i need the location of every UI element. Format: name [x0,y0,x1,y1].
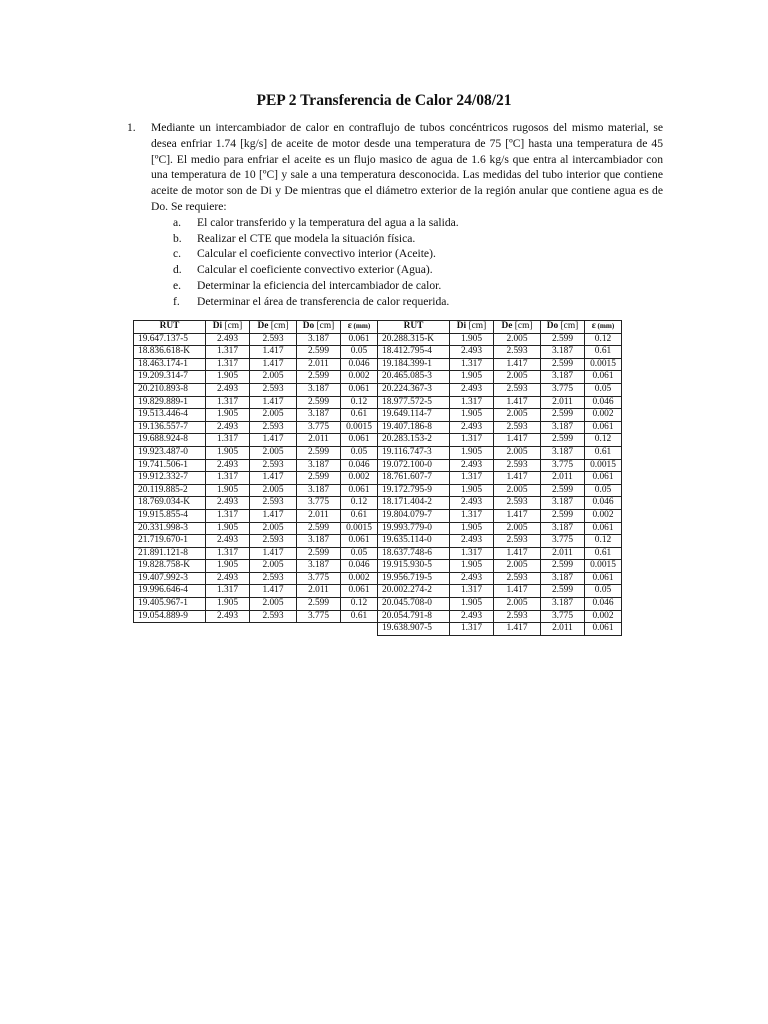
cell-do: 3.775 [297,421,341,434]
table-row [134,535,622,548]
cell-roughness: 0.061 [585,371,622,384]
cell-de: 2.005 [494,409,541,422]
cell-do: 3.187 [541,497,585,510]
cell-rut: 19.136.557-7 [134,421,206,434]
cell-roughness: 0.061 [341,383,378,396]
table-row [134,333,622,346]
empty-cell [206,623,250,636]
cell-do: 3.187 [297,560,341,573]
cell-rut: 20.288.315-K [378,333,450,346]
cell-roughness: 0.0015 [341,421,378,434]
cell-de: 1.417 [494,623,541,636]
cell-di: 2.493 [206,497,250,510]
empty-cell [297,623,341,636]
cell-de: 2.593 [250,421,297,434]
cell-di: 1.317 [206,396,250,409]
page-title: PEP 2 Transferencia de Calor 24/08/21 [256,92,512,109]
cell-di: 1.905 [450,409,494,422]
cell-de: 2.005 [494,484,541,497]
requirement-item [127,294,663,310]
cell-do: 3.187 [541,598,585,611]
requirement-item [127,215,663,231]
cell-di: 1.317 [206,585,250,598]
header-roughness: ε (mm) [341,321,378,334]
cell-di: 1.905 [450,446,494,459]
cell-rut: 19.912.332-7 [134,472,206,485]
cell-do: 3.187 [541,371,585,384]
cell-de: 1.417 [250,346,297,359]
cell-de: 2.593 [250,497,297,510]
cell-rut: 20.283.153-2 [378,434,450,447]
cell-do: 3.187 [541,572,585,585]
cell-do: 2.599 [297,371,341,384]
cell-do: 2.011 [297,358,341,371]
table-row [134,560,622,573]
cell-do: 3.775 [541,535,585,548]
cell-roughness: 0.002 [585,409,622,422]
cell-de: 2.593 [494,346,541,359]
table-row [134,484,622,497]
cell-roughness: 0.002 [341,472,378,485]
empty-cell [134,623,206,636]
cell-do: 2.599 [541,358,585,371]
table-row [134,610,622,623]
cell-di: 2.493 [450,610,494,623]
cell-di: 2.493 [206,610,250,623]
cell-roughness: 0.061 [341,585,378,598]
cell-di: 1.905 [450,371,494,384]
cell-do: 2.011 [297,434,341,447]
cell-rut: 19.647.137-5 [134,333,206,346]
table-row [134,421,622,434]
cell-rut: 19.915.855-4 [134,509,206,522]
cell-do: 2.599 [541,560,585,573]
table-row [134,598,622,611]
cell-rut: 19.915.930-5 [378,560,450,573]
cell-do: 2.011 [297,509,341,522]
problem-text: Mediante un intercambiador de calor en contraflujo de tubos concéntricos rugosos del mismo material, se desea enfriar 1.74 [kg/s] de aceite de motor desde una temperatura de 75 [ºC] hasta una temperatura de 45 [ºC]. El medio para enfriar el aceite es un flujo masico de agua de 1.6 kg/s que entra al intercambiador con una temperatura de 10 [ºC] y sale a una temperatura desconocida. Las medidas del tubo interior que contiene aceite de motor son de Di y De mientras que el diámetro exterior de la región anular que contiene agua es de Do. Se requiere: [151,121,663,213]
cell-do: 3.187 [541,346,585,359]
cell-roughness: 0.12 [585,535,622,548]
cell-rut: 19.054.889-9 [134,610,206,623]
cell-di: 1.905 [450,560,494,573]
requirement-item [127,231,663,247]
requirement-letter: d. [173,263,182,277]
cell-rut: 19.688.924-8 [134,434,206,447]
table-row [134,446,622,459]
cell-roughness: 0.61 [341,509,378,522]
cell-roughness: 0.061 [585,472,622,485]
cell-di: 1.317 [206,358,250,371]
cell-do: 2.599 [297,472,341,485]
requirement-text: Calcular el coeficiente convectivo exterior (Agua). [197,263,433,277]
cell-di: 1.317 [450,585,494,598]
cell-roughness: 0.061 [341,484,378,497]
cell-di: 2.493 [450,459,494,472]
cell-di: 1.905 [206,371,250,384]
cell-rut: 18.977.572-5 [378,396,450,409]
problem-number: 1. [127,121,136,134]
cell-roughness: 0.61 [585,547,622,560]
requirement-text: Calcular el coeficiente convectivo interior (Aceite). [197,247,436,261]
cell-do: 3.187 [297,484,341,497]
cell-de: 2.005 [494,522,541,535]
cell-roughness: 0.61 [585,346,622,359]
table-row [134,383,622,396]
header-de: De [cm] [494,321,541,334]
cell-do: 2.011 [541,472,585,485]
cell-rut: 19.209.314-7 [134,371,206,384]
cell-de: 2.005 [250,522,297,535]
table-row [134,459,622,472]
cell-de: 2.593 [494,572,541,585]
cell-di: 1.905 [206,484,250,497]
cell-roughness: 0.12 [585,333,622,346]
cell-rut: 20.224.367-3 [378,383,450,396]
cell-do: 3.187 [541,522,585,535]
requirement-letter: c. [173,247,182,261]
cell-di: 1.317 [450,358,494,371]
cell-roughness: 0.002 [585,610,622,623]
cell-de: 2.005 [250,446,297,459]
table-row [134,434,622,447]
table-row [134,472,622,485]
cell-do: 3.187 [297,459,341,472]
cell-do: 2.599 [541,333,585,346]
cell-di: 2.493 [450,421,494,434]
cell-de: 1.417 [494,472,541,485]
cell-de: 2.593 [250,333,297,346]
requirement-item [127,262,663,278]
requirement-item [127,246,663,262]
problem-statement [127,120,663,310]
cell-rut: 18.769.034-K [134,497,206,510]
cell-rut: 21.719.670-1 [134,535,206,548]
cell-rut: 20.119.885-2 [134,484,206,497]
cell-rut: 20.210.893-8 [134,383,206,396]
cell-roughness: 0.061 [585,623,622,636]
cell-di: 1.905 [450,598,494,611]
cell-do: 3.775 [541,610,585,623]
cell-rut: 19.072.100-0 [378,459,450,472]
cell-do: 2.599 [541,509,585,522]
cell-rut: 19.741.506-1 [134,459,206,472]
cell-di: 1.905 [206,522,250,535]
cell-de: 2.005 [250,598,297,611]
cell-rut: 20.045.708-0 [378,598,450,611]
requirement-letter: b. [173,231,182,245]
cell-roughness: 0.046 [341,560,378,573]
cell-do: 2.599 [541,434,585,447]
cell-de: 2.005 [250,484,297,497]
cell-roughness: 0.05 [585,585,622,598]
table-row [134,346,622,359]
cell-de: 2.593 [250,535,297,548]
cell-do: 2.599 [297,396,341,409]
cell-de: 1.417 [250,547,297,560]
cell-rut: 19.638.907-5 [378,623,450,636]
cell-roughness: 0.046 [585,497,622,510]
cell-de: 2.005 [494,446,541,459]
cell-do: 2.599 [297,547,341,560]
cell-de: 2.593 [250,459,297,472]
cell-rut: 18.171.404-2 [378,497,450,510]
cell-di: 1.317 [206,472,250,485]
cell-di: 1.905 [450,333,494,346]
cell-rut: 20.331.998-3 [134,522,206,535]
cell-roughness: 0.002 [341,371,378,384]
cell-di: 1.317 [206,434,250,447]
requirement-letter: a. [173,215,182,229]
cell-roughness: 0.0015 [341,522,378,535]
cell-roughness: 0.061 [585,522,622,535]
cell-di: 2.493 [206,535,250,548]
cell-do: 3.187 [297,333,341,346]
cell-di: 2.493 [206,421,250,434]
requirement-text: Determinar la eficiencia del intercambiador de calor. [197,278,442,292]
cell-rut: 19.635.114-0 [378,535,450,548]
cell-di: 2.493 [450,497,494,510]
cell-rut: 21.891.121-8 [134,547,206,560]
cell-do: 3.187 [541,446,585,459]
requirement-text: El calor transferido y la temperatura del agua a la salida. [197,215,459,229]
cell-di: 2.493 [206,459,250,472]
cell-de: 1.417 [250,472,297,485]
data-table [133,320,622,636]
cell-rut: 18.412.795-4 [378,346,450,359]
cell-do: 3.775 [541,383,585,396]
cell-rut: 19.184.399-1 [378,358,450,371]
cell-roughness: 0.12 [341,396,378,409]
cell-de: 2.593 [494,383,541,396]
cell-di: 1.317 [450,509,494,522]
cell-di: 1.317 [450,623,494,636]
requirement-text: Determinar el área de transferencia de calor requerida. [197,294,450,308]
cell-de: 1.417 [494,396,541,409]
cell-rut: 18.761.607-7 [378,472,450,485]
cell-do: 2.011 [541,396,585,409]
cell-roughness: 0.046 [341,358,378,371]
cell-roughness: 0.61 [341,610,378,623]
cell-de: 2.593 [494,610,541,623]
cell-de: 2.005 [494,371,541,384]
cell-roughness: 0.12 [585,434,622,447]
requirement-letter: f. [173,294,180,308]
cell-do: 3.187 [297,409,341,422]
cell-roughness: 0.05 [585,484,622,497]
cell-roughness: 0.061 [585,572,622,585]
table-row [134,522,622,535]
header-di: Di [cm] [450,321,494,334]
cell-roughness: 0.61 [341,409,378,422]
cell-do: 3.187 [541,421,585,434]
cell-roughness: 0.12 [341,598,378,611]
cell-rut: 19.996.646-4 [134,585,206,598]
table-row [134,509,622,522]
cell-di: 1.317 [450,472,494,485]
cell-roughness: 0.12 [341,497,378,510]
cell-de: 1.417 [494,547,541,560]
cell-de: 2.593 [494,459,541,472]
cell-roughness: 0.05 [341,547,378,560]
cell-di: 1.317 [206,547,250,560]
cell-roughness: 0.002 [341,572,378,585]
cell-roughness: 0.0015 [585,459,622,472]
cell-do: 2.011 [541,547,585,560]
cell-di: 1.905 [206,446,250,459]
cell-di: 1.905 [450,484,494,497]
cell-di: 2.493 [450,535,494,548]
cell-di: 2.493 [206,383,250,396]
cell-rut: 20.465.085-3 [378,371,450,384]
cell-roughness: 0.061 [585,421,622,434]
cell-do: 2.599 [297,346,341,359]
table-row [134,358,622,371]
cell-roughness: 0.05 [585,383,622,396]
cell-di: 1.905 [206,409,250,422]
cell-di: 1.317 [450,547,494,560]
cell-de: 1.417 [250,396,297,409]
cell-de: 2.005 [250,560,297,573]
cell-de: 1.417 [250,358,297,371]
cell-rut: 19.993.779-0 [378,522,450,535]
requirements-list [127,215,663,310]
cell-rut: 19.513.446-4 [134,409,206,422]
header-di: Di [cm] [206,321,250,334]
cell-rut: 20.054.791-8 [378,610,450,623]
cell-do: 3.775 [297,572,341,585]
cell-do: 2.599 [297,446,341,459]
cell-rut: 19.828.758-K [134,560,206,573]
cell-do: 3.775 [297,497,341,510]
cell-roughness: 0.046 [585,396,622,409]
cell-di: 1.905 [206,560,250,573]
cell-rut: 19.804.079-7 [378,509,450,522]
cell-rut: 18.836.618-K [134,346,206,359]
cell-de: 1.417 [494,585,541,598]
cell-rut: 20.002.274-2 [378,585,450,598]
header-do: Do [cm] [541,321,585,334]
cell-de: 2.005 [250,371,297,384]
header-roughness: ε (mm) [585,321,622,334]
cell-de: 1.417 [494,509,541,522]
cell-roughness: 0.046 [585,598,622,611]
cell-de: 2.005 [494,598,541,611]
table-row [134,497,622,510]
cell-de: 2.593 [494,497,541,510]
requirement-text: Realizar el CTE que modela la situación física. [197,231,416,245]
cell-de: 2.593 [250,610,297,623]
cell-roughness: 0.061 [341,535,378,548]
table-row [134,585,622,598]
cell-rut: 18.637.748-6 [378,547,450,560]
cell-di: 1.317 [206,346,250,359]
cell-roughness: 0.061 [341,333,378,346]
cell-do: 3.775 [541,459,585,472]
cell-de: 2.005 [494,333,541,346]
cell-do: 2.599 [541,484,585,497]
cell-rut: 19.829.889-1 [134,396,206,409]
cell-roughness: 0.0015 [585,358,622,371]
cell-roughness: 0.61 [585,446,622,459]
cell-do: 2.599 [541,585,585,598]
cell-do: 2.011 [297,585,341,598]
cell-do: 2.599 [541,409,585,422]
cell-rut: 19.407.186-8 [378,421,450,434]
cell-de: 2.005 [250,409,297,422]
cell-di: 2.493 [206,333,250,346]
cell-de: 1.417 [250,509,297,522]
cell-de: 2.005 [494,560,541,573]
cell-do: 3.187 [297,383,341,396]
cell-di: 2.493 [450,383,494,396]
table-row [134,396,622,409]
cell-roughness: 0.05 [341,346,378,359]
cell-di: 2.493 [450,572,494,585]
requirement-letter: e. [173,278,182,292]
cell-de: 2.593 [250,572,297,585]
cell-roughness: 0.05 [341,446,378,459]
cell-de: 2.593 [250,383,297,396]
cell-rut: 19.956.719-5 [378,572,450,585]
table-row [134,623,622,636]
cell-rut: 19.172.795-9 [378,484,450,497]
cell-de: 1.417 [494,434,541,447]
empty-cell [341,623,378,636]
cell-rut: 19.405.967-1 [134,598,206,611]
cell-roughness: 0.061 [341,434,378,447]
cell-roughness: 0.046 [341,459,378,472]
requirement-item [127,278,663,294]
cell-do: 3.775 [297,610,341,623]
table-row [134,547,622,560]
cell-roughness: 0.002 [585,509,622,522]
table-row [134,371,622,384]
cell-rut: 19.923.487-0 [134,446,206,459]
cell-do: 3.187 [297,535,341,548]
cell-rut: 19.116.747-3 [378,446,450,459]
empty-cell [250,623,297,636]
cell-de: 2.593 [494,421,541,434]
cell-roughness: 0.0015 [585,560,622,573]
cell-do: 2.011 [541,623,585,636]
header-rut: RUT [378,321,450,334]
cell-di: 2.493 [206,572,250,585]
header-do: Do [cm] [297,321,341,334]
cell-di: 1.905 [450,522,494,535]
cell-de: 1.417 [250,434,297,447]
cell-di: 1.317 [206,509,250,522]
cell-do: 2.599 [297,522,341,535]
cell-di: 1.317 [450,396,494,409]
cell-de: 1.417 [250,585,297,598]
table-row [134,409,622,422]
cell-de: 1.417 [494,358,541,371]
cell-di: 1.317 [450,434,494,447]
header-de: De [cm] [250,321,297,334]
cell-do: 2.599 [297,598,341,611]
header-rut: RUT [134,321,206,334]
cell-de: 2.593 [494,535,541,548]
cell-di: 1.905 [206,598,250,611]
cell-rut: 18.463.174-1 [134,358,206,371]
cell-rut: 19.407.992-3 [134,572,206,585]
table-row [134,572,622,585]
cell-di: 2.493 [450,346,494,359]
cell-rut: 19.649.114-7 [378,409,450,422]
table-header-row [134,321,622,334]
